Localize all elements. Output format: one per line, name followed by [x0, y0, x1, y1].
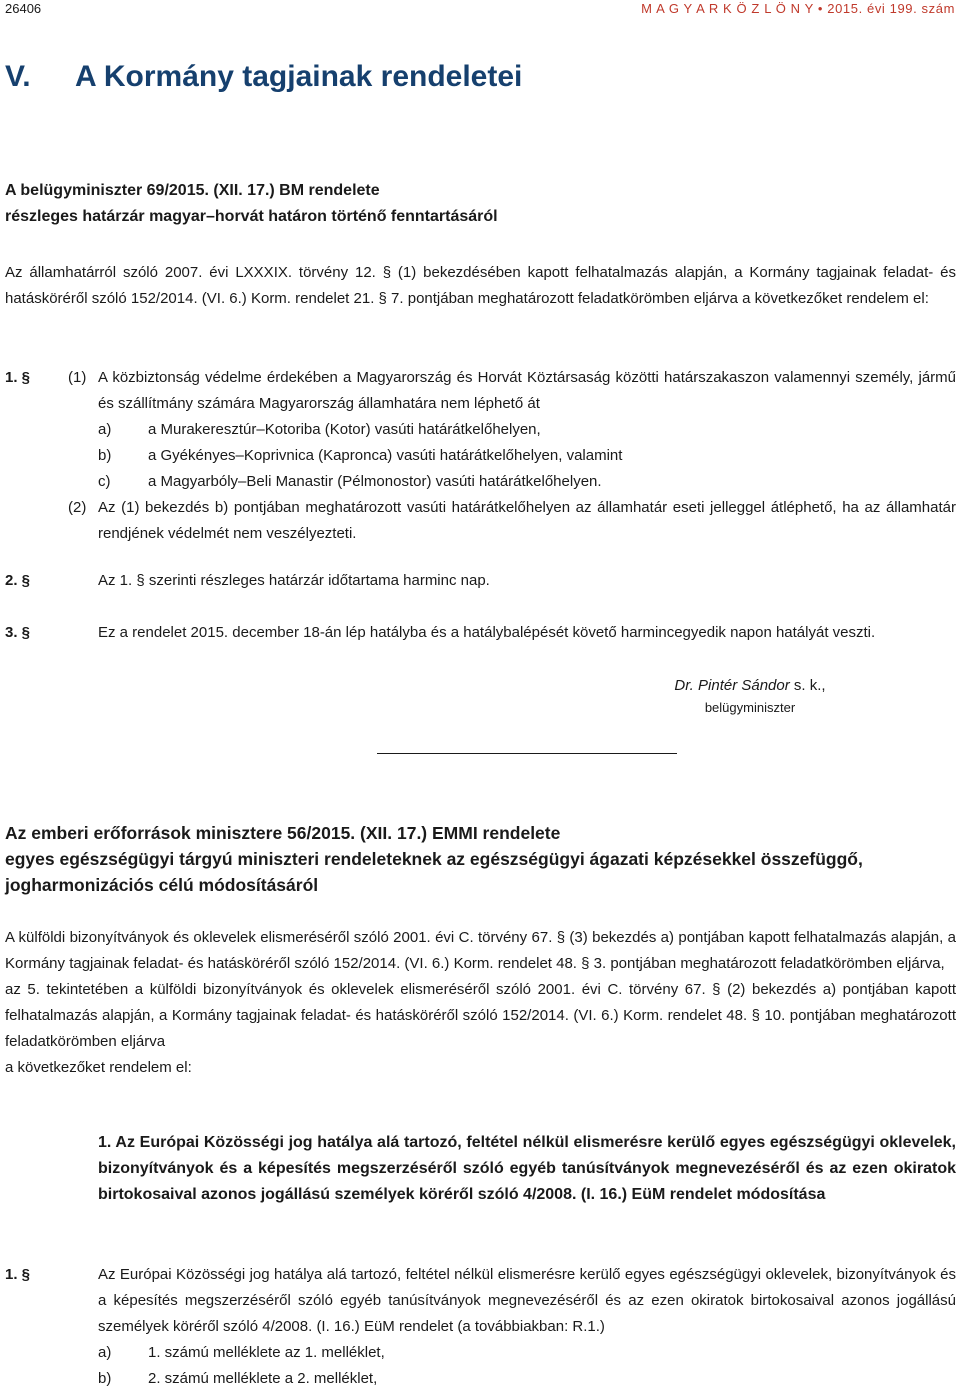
chapter-title: A Kormány tagjainak rendeletei — [75, 60, 523, 94]
chapter-number: V. — [5, 60, 31, 94]
item-letter: b) — [98, 1370, 112, 1387]
paragraph-2 — [5, 568, 956, 594]
decree-preamble — [5, 925, 956, 1081]
paragraph-number: 3. § — [5, 624, 31, 641]
decree-title-line: egyes egészségügyi tárgyú miniszteri rendeleteknek az egészségügyi ágazati képzésekkel összefüggő, — [5, 849, 863, 869]
item-letter: a) — [98, 1344, 112, 1361]
subsection-number: (1) — [68, 369, 87, 386]
preamble-part: a következőket rendelem el: — [5, 1059, 192, 1076]
decree-title-line: A belügyminiszter 69/2015. (XII. 17.) BM rendelete — [5, 182, 380, 199]
signatory-title: belügyminiszter — [704, 700, 796, 715]
paragraph-3 — [5, 620, 956, 646]
paragraph-text: Ez a rendelet 2015. december 18-án lép hatályba és a hatálybalépését követő harmincegyedik napon hatályát veszti. — [98, 624, 876, 641]
signatory-name: Dr. Pintér Sándor — [674, 677, 790, 694]
list-item — [98, 469, 956, 495]
signatory-suffix: s. k., — [789, 677, 826, 694]
paragraph-number: 1. § — [5, 1266, 31, 1283]
list-item — [98, 1340, 956, 1366]
paragraph-1 — [5, 365, 956, 547]
paragraph-1 — [5, 1262, 956, 1392]
preamble-part: A külföldi bizonyítványok és oklevelek elismeréséről szóló 2001. évi C. törvény 67. § (3) bekezdés a) pontjában kapott felhatalmazás alapján, a Kormány tagjainak feladat- és hatásköréről szóló 152/2014. (VI. 6.) Korm. rendelet 48. § 3. pontjában meghatározott feladatkörömben eljárva, — [5, 929, 956, 972]
paragraph-text: Az 1. § szerinti részleges határzár időtartama harminc nap. — [98, 572, 490, 589]
subsection-number: (2) — [68, 499, 87, 516]
section-heading: 1. Az Európai Közösségi jog hatálya alá tartozó, feltétel nélkül elismerésre kerülő egyes egészségügyi oklevelek, bizonyítványok és a képesítés megszerzéséről szóló egyéb tanúsítványok megnevezéséről és az ezen okiratok birtokosaival azonos jogállású személyek köréről szóló 4/2008. (I. 16.) EüM rendelet módosítása — [98, 1134, 956, 1203]
signature-block — [560, 675, 940, 719]
decree-title-line: Az emberi erőforrások minisztere 56/2015. (XII. 17.) EMMI rendelete — [5, 823, 561, 843]
item-text: 2. számú melléklete a 2. melléklet, — [148, 1370, 378, 1387]
paragraph-number: 1. § — [5, 369, 31, 386]
chapter-heading — [5, 60, 522, 94]
paragraph-text: Az Európai Közösségi jog hatálya alá tartozó, feltétel nélkül elismerésre kerülő egyes egészségügyi oklevelek, bizonyítványok és a képesítés megszerzéséről szóló egyéb tanúsítványok megnevezéséről és az ezen okiratok birtokosaival azonos jogállású személyek köréről szóló 4/2008. (I. 16.) EüM rendelet (a továbbiakban: R.1.) — [98, 1266, 956, 1335]
list-item — [98, 1366, 956, 1392]
item-text: a Magyarbóly–Beli Manastir (Pélmonostor) vasúti határátkelőhelyen. — [148, 473, 602, 490]
running-title: M A G Y A R K Ö Z L Ö N Y • 2015. évi 199. szám — [641, 1, 955, 16]
page-header — [5, 0, 955, 20]
paragraph-number: 2. § — [5, 572, 31, 589]
list-item — [98, 443, 956, 469]
decree-title — [5, 820, 863, 898]
subsection-text: A közbiztonság védelme érdekében a Magyarország és Horvát Köztársaság közötti határszakaszon valamennyi személy, jármű és szállítmány számára Magyarország államhatára nem léphető át — [98, 369, 956, 412]
preamble-part: az 5. tekintetében a külföldi bizonyítványok és oklevelek elismeréséről szóló 2001. évi C. törvény 67. § (2) bekezdés a) pontjában kapott felhatalmazás alapján, a Kormány tagjainak feladat- és hatásköréről szóló 152/2014. (VI. 6.) Korm. rendelet 48. § 10. pontjában meghatározott feladatkörömben eljárva — [5, 981, 956, 1050]
subsection-text: Az (1) bekezdés b) pontjában meghatározott vasúti határátkelőhelyen az államhatár eseti jelleggel átléphető, ha az államhatár rendjének védelmét nem veszélyezteti. — [98, 499, 956, 542]
page-number: 26406 — [5, 1, 42, 16]
item-text: a Murakeresztúr–Kotoriba (Kotor) vasúti határátkelőhelyen, — [148, 421, 541, 438]
decree-preamble: Az államhatárról szóló 2007. évi LXXXIX. törvény 12. § (1) bekezdésében kapott felhatalmazás alapján, a Kormány tagjainak feladat- és hatásköréről szóló 152/2014. (VI. 6.) Korm. rendelet 21. § 7. pontjában meghatározott feladatkörömben eljárva a következőket rendelem el: — [5, 264, 956, 307]
item-letter: b) — [98, 447, 112, 464]
item-text: 1. számú melléklete az 1. melléklet, — [148, 1344, 385, 1361]
item-letter: a) — [98, 421, 112, 438]
decree-title — [5, 178, 498, 230]
subsection-1 — [68, 365, 956, 417]
separator-line — [377, 753, 677, 754]
item-text: a Gyékényes–Koprivnica (Kapronca) vasúti határátkelőhelyen, valamint — [148, 447, 623, 464]
list-item — [98, 417, 956, 443]
subsection-2 — [68, 495, 956, 547]
decree-title-line: részleges határzár magyar–horvát határon történő fenntartásáról — [5, 208, 498, 225]
item-letter: c) — [98, 473, 111, 490]
decree-title-line: jogharmonizációs célú módosításáról — [5, 875, 319, 895]
